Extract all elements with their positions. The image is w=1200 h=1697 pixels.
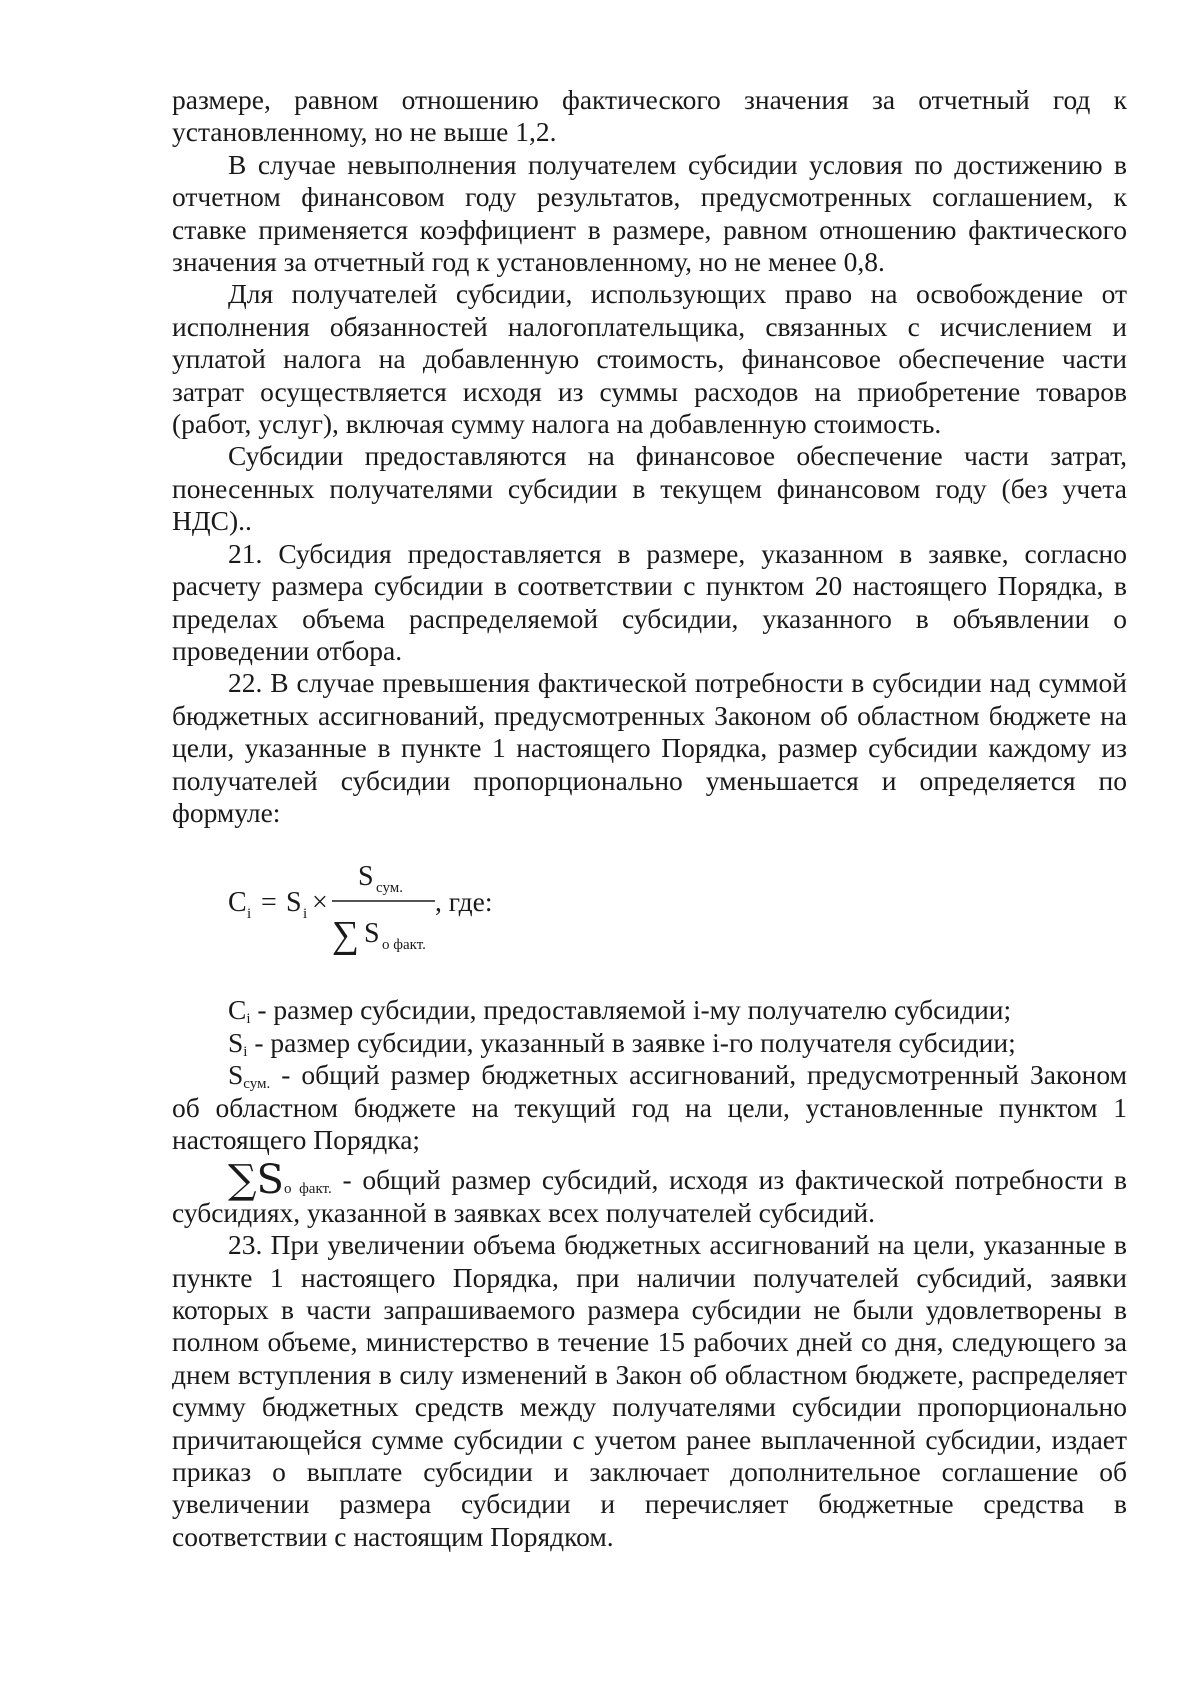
formula-times: × [312,887,328,919]
formula-s-term: S [286,887,302,919]
definition-symbol-sub: о факт. [283,1181,332,1198]
definition-symbol: S [228,1026,244,1058]
formula-denominator-sub: о факт. [382,937,426,954]
definition-symbol: S [228,1059,244,1091]
definition-symbol-sub: сум. [243,1076,271,1093]
definition-symbol: C [228,994,247,1026]
paragraph-coefficient: В случае невыполнения получателем субсидии условия по достижению в отчетном финансовом году результатов, предусмотренных соглашением, к ставке применяется коэффициент в размере, равном отношению фактического значения за отчетный год к установленному, но не менее 0,8. [172,148,1127,278]
definition-sum-s-fact [172,1157,1127,1229]
sum-symbol: ∑ [332,914,360,957]
paragraph-clause-22: 22. В случае превышения фактической потребности в субсидии над суммой бюджетных ассигнований, предусмотренных Законом об областном бюджете на цели, указанные в пункте 1 настоящего Порядка, размер субсидии каждому из получателей субсидии пропорционально уменьшается и определяется по формуле: [172,667,1127,828]
definition-text: - общий размер бюджетных ассигнований, предусмотренный Законом об областном бюджете на текущий год на цели, установленные пунктом 1 настоящего Порядка; [172,1059,1127,1155]
definition-ci [172,994,1127,1026]
formula-numerator-sub: сум. [376,880,404,897]
formula-suffix: , где: [435,886,493,918]
definition-text: - общий размер субсидий, исходя из фактической потребности в субсидиях, указанной в заявках всех получателей субсидий. [172,1164,1127,1228]
subsidy-formula [172,829,1127,994]
formula-numerator: S [358,861,374,893]
paragraph-continuation: размере, равном отношению фактического значения за отчетный год к установленному, но не выше 1,2. [172,84,1127,148]
definition-text: - размер субсидии, указанный в заявке i-го получателя субсидии; [247,1026,1016,1058]
document-page [172,84,1127,1553]
paragraph-subsidy-purpose: Субсидии предоставляются на финансовое обеспечение части затрат, понесенных получателями субсидии в текущем финансовом году (без учета НДС).. [172,440,1127,537]
definition-s-sum [172,1059,1127,1156]
paragraph-vat-exemption: Для получателей субсидии, использующих право на освобождение от исполнения обязанностей налогоплательщика, связанных с исчислением и уплатой налога на добавленную стоимость, финансовое обеспечение части затрат осуществляется исходя из суммы расходов на приобретение товаров (работ, услуг), включая сумму налога на добавленную стоимость. [172,278,1127,440]
definition-symbol-sub: i [246,1011,251,1028]
paragraph-clause-23: 23. При увеличении объема бюджетных ассигнований на цели, указанные в пункте 1 настоящего Порядка, при наличии получателей субсидий, заявки которых в части запрашиваемого размера субсидии не были удовлетворены в полном объеме, министерство в течение 15 рабочих дней со дня, следующего за днем вступления в силу изменений в Закон об областном бюджете, распределяет сумму бюджетных средств между получателями субсидии пропорционально причитающейся сумме субсидии с учетом ранее выплаченной субсидии, издает приказ о выплате субсидии и заключает дополнительное соглашение об увеличении размера субсидии и перечисляет бюджетные средства в соответствии с настоящим Порядком. [172,1229,1127,1552]
paragraph-clause-21: 21. Субсидия предоставляется в размере, указанном в заявке, согласно расчету размера субсидии в соответствии с пунктом 20 настоящего Порядка, в пределах объема распределяемой субсидии, указанного в объявлении о проведении отбора. [172,537,1127,666]
formula-lhs: C [228,887,247,919]
formula-lhs-sub: i [247,906,252,923]
definition-text: - размер субсидии, предоставляемой i-му получателю субсидии; [250,994,1012,1026]
definition-symbol-sub: i [243,1043,248,1060]
definition-si [172,1027,1127,1059]
formula-s-term-sub: i [303,906,308,923]
formula-denominator: S [364,918,380,950]
definition-sum-symbol: ∑S [228,1157,284,1204]
formula-equals: = [261,887,277,919]
formula-graphic [228,849,558,969]
